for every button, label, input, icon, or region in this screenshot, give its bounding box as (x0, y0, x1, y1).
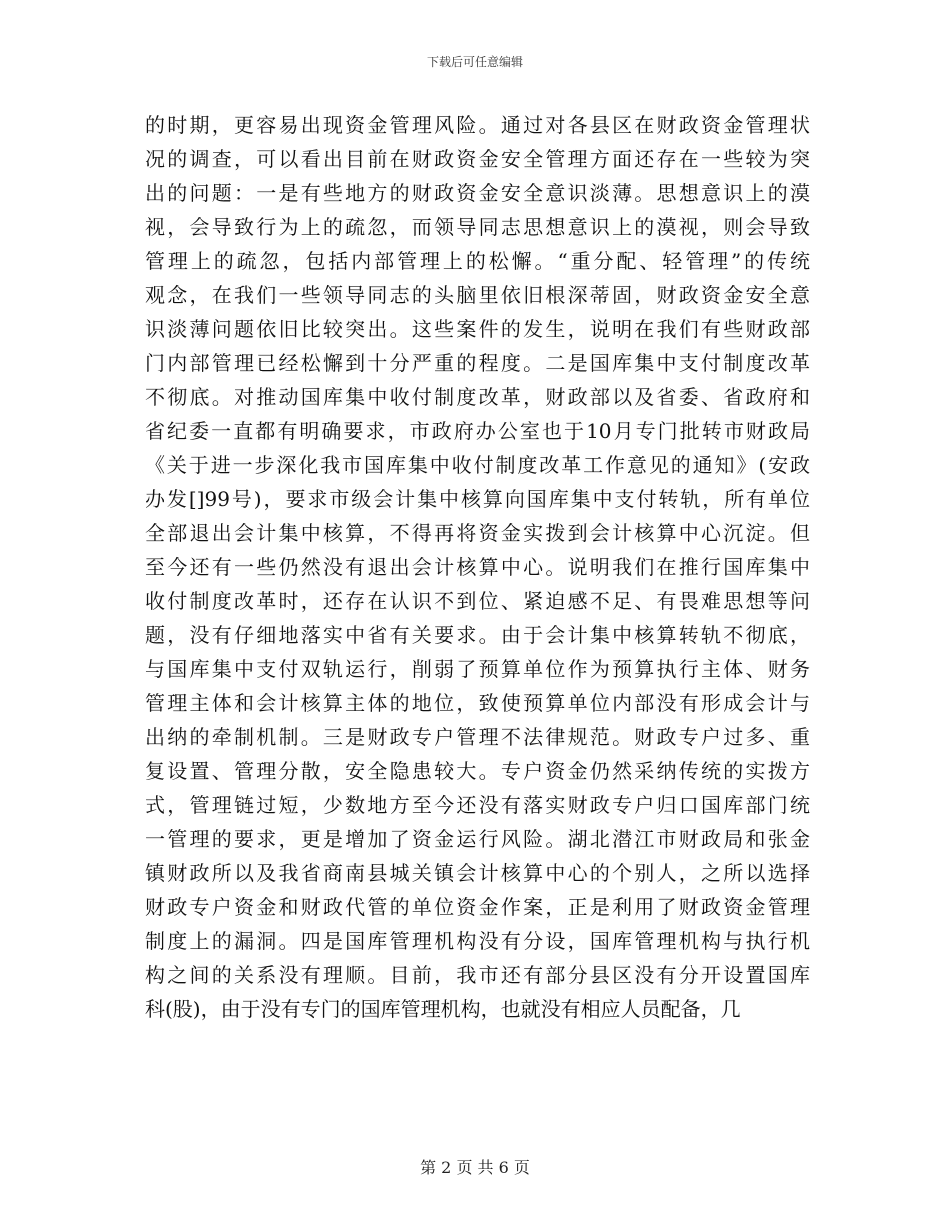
text-line: 题，没有仔细地落实中省有关要求。由于会计集中核算转轨不彻底， (145, 623, 810, 647)
text-line: 出的问题：一是有些地方的财政资金安全意识淡薄。思想意识上的漠 (145, 181, 810, 205)
text-line: 构之间的关系没有理顺。目前，我市还有部分县区没有分开设置国库 (145, 963, 810, 987)
text-line: 观念，在我们一些领导同志的头脑里依旧根深蒂固，财政资金安全意 (145, 283, 810, 307)
text-line: 的时期，更容易出现资金管理风险。通过对各县区在财政资金管理状 (145, 113, 810, 137)
text-line: 况的调查，可以看出目前在财政资金安全管理方面还存在一些较为突 (145, 147, 810, 171)
text-line: 至今还有一些仍然没有退出会计核算中心。说明我们在推行国库集中 (145, 555, 810, 579)
text-line: 《关于进一步深化我市国库集中收付制度改革工作意见的通知》(安政 (145, 453, 810, 477)
text-line: 管理主体和会计核算主体的地位，致使预算单位内部没有形成会计与 (145, 691, 810, 715)
page-number: 第 2 页 共 6 页 (420, 1158, 530, 1177)
text-line: 科(股)，由于没有专门的国库管理机构，也就没有相应人员配备，几 (145, 997, 741, 1021)
page-header: 下载后可任意编辑 (426, 55, 523, 69)
text-line: 出纳的牵制机制。三是财政专户管理不法律规范。财政专户过多、重 (145, 725, 810, 749)
text-line: 门内部管理已经松懈到十分严重的程度。二是国库集中支付制度改革 (145, 351, 810, 375)
text-line: 视，会导致行为上的疏忽，而领导同志思想意识上的漠视，则会导致 (145, 215, 810, 239)
text-line: 与国库集中支付双轨运行，削弱了预算单位作为预算执行主体、财务 (145, 657, 810, 681)
text-line: 式，管理链过短，少数地方至今还没有落实财政专户归口国库部门统 (145, 793, 810, 817)
text-line: 一管理的要求，更是增加了资金运行风险。湖北潜江市财政局和张金 (145, 827, 810, 851)
text-line: 镇财政所以及我省商南县城关镇会计核算中心的个别人，之所以选择 (145, 861, 810, 885)
text-line: 复设置、管理分散，安全隐患较大。专户资金仍然采纳传统的实拨方 (145, 759, 810, 783)
text-line: 办发[]99号)，要求市级会计集中核算向国库集中支付转轨，所有单位 (145, 487, 810, 511)
text-line: 不彻底。对推动国库集中收付制度改革，财政部以及省委、省政府和 (145, 385, 810, 409)
text-line: 管理上的疏忽，包括内部管理上的松懈。“重分配、轻管理”的传统 (145, 249, 810, 273)
body-text (145, 108, 810, 1026)
text-line: 收付制度改革时，还存在认识不到位、紧迫感不足、有畏难思想等问 (145, 589, 810, 613)
text-line: 省纪委一直都有明确要求，市政府办公室也于10月专门批转市财政局 (145, 419, 810, 443)
text-line: 全部退出会计集中核算，不得再将资金实拨到会计核算中心沉淀。但 (145, 521, 810, 545)
text-line: 制度上的漏洞。四是国库管理机构没有分设，国库管理机构与执行机 (145, 929, 810, 953)
text-line: 识淡薄问题依旧比较突出。这些案件的发生，说明在我们有些财政部 (145, 317, 810, 341)
text-line: 财政专户资金和财政代管的单位资金作案，正是利用了财政资金管理 (145, 895, 810, 919)
